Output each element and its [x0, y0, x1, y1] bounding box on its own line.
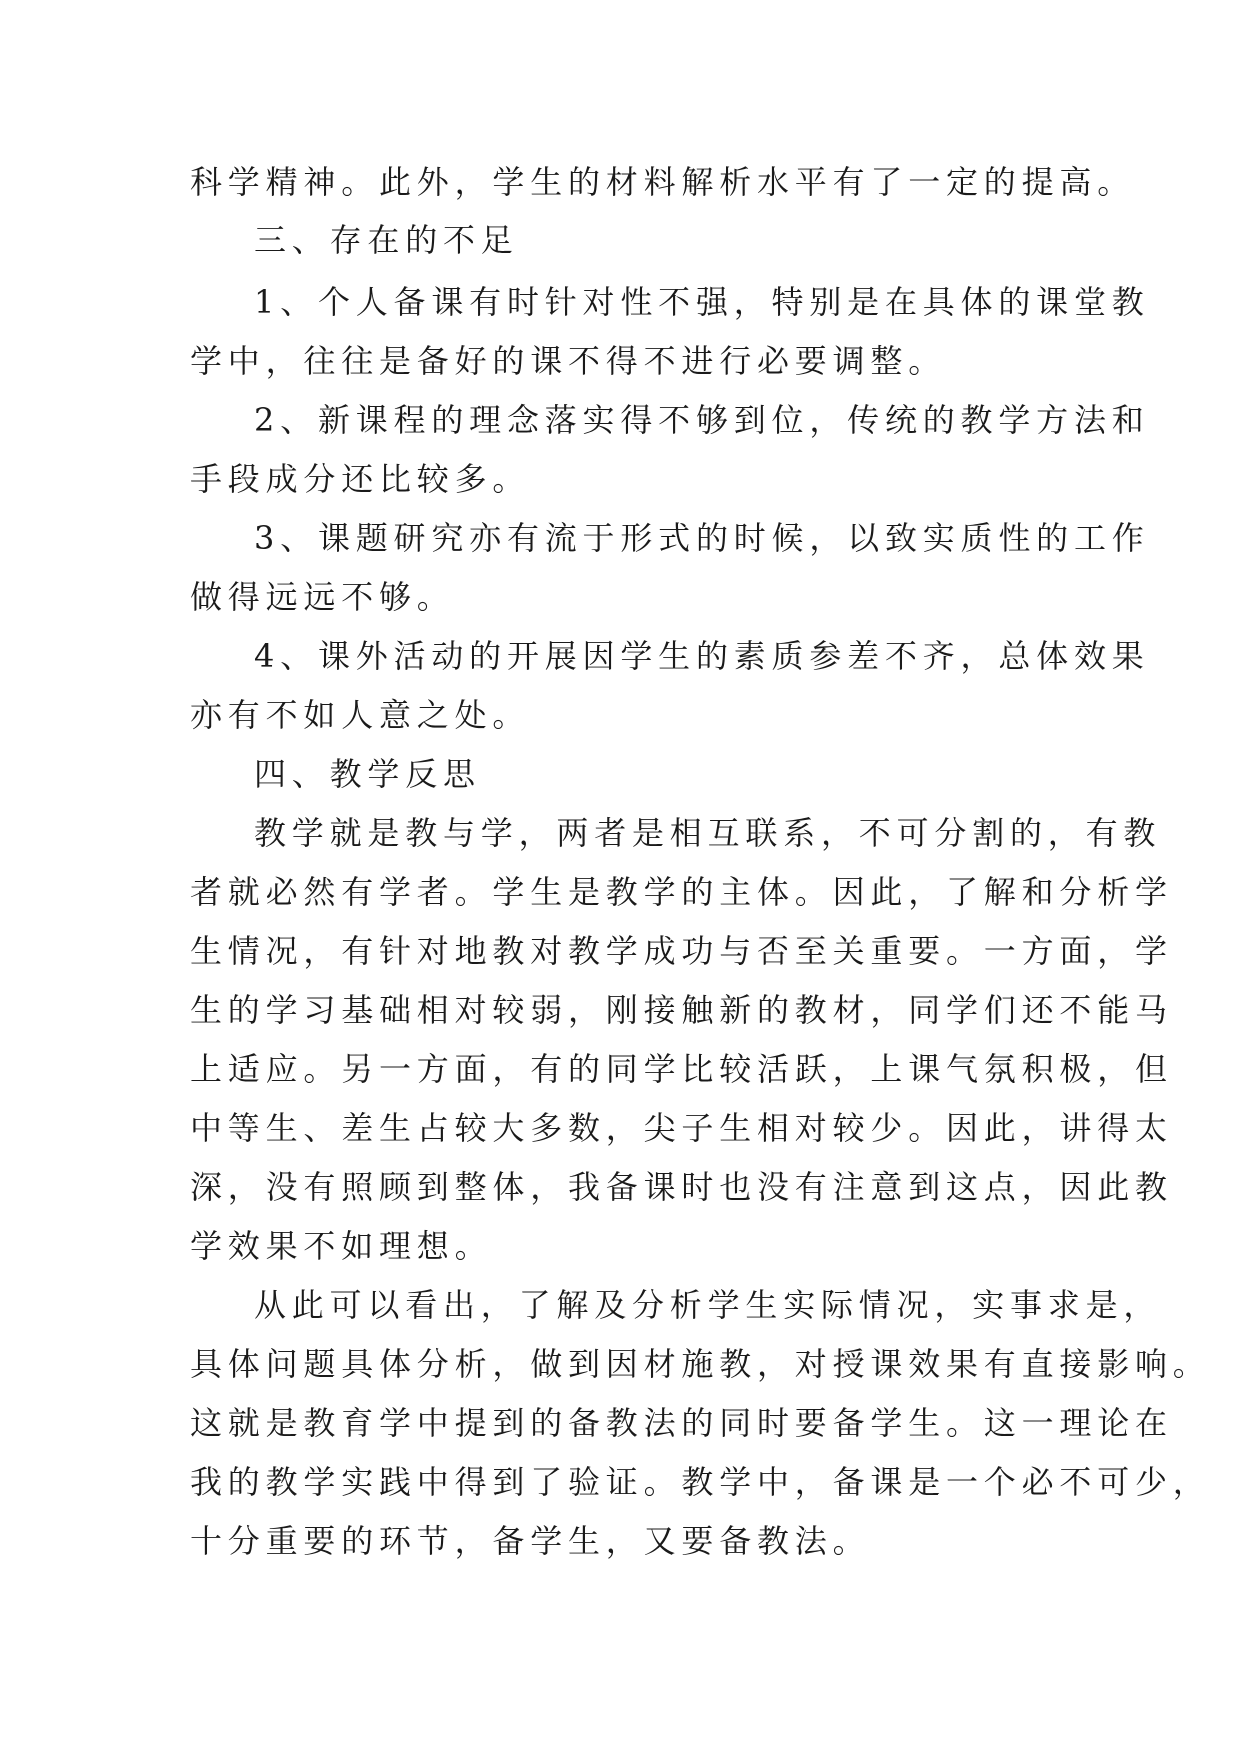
body-line-5: 2、新课程的理念落实得不够到位，传统的教学方法和 — [254, 401, 1150, 439]
body-line-20: 从此可以看出，了解及分析学生实际情况，实事求是， — [254, 1286, 1162, 1324]
section-heading-reflection: 四、教学反思 — [254, 755, 481, 793]
body-line-22: 这就是教育学中提到的备教法的同时要备学生。这一理论在 — [190, 1404, 1173, 1442]
body-line-12: 教学就是教与学，两者是相互联系，不可分割的，有教 — [254, 814, 1162, 852]
body-line-21: 具体问题具体分析，做到因材施教，对授课效果有直接影响。 — [190, 1345, 1211, 1383]
body-line-17: 中等生、差生占较大多数，尖子生相对较少。因此，讲得太 — [190, 1109, 1173, 1147]
body-line-8: 做得远远不够。 — [190, 578, 455, 616]
body-line-19: 学效果不如理想。 — [190, 1227, 493, 1265]
body-line-13: 者就必然有学者。学生是教学的主体。因此，了解和分析学 — [190, 873, 1173, 911]
body-line-15: 生的学习基础相对较弱，刚接触新的教材，同学们还不能马 — [190, 991, 1173, 1029]
body-line-4: 学中，往往是备好的课不得不进行必要调整。 — [190, 342, 947, 380]
body-line-9: 4、课外活动的开展因学生的素质参差不齐，总体效果 — [254, 637, 1150, 675]
body-line-6: 手段成分还比较多。 — [190, 460, 531, 498]
body-line-14: 生情况，有针对地教对教学成功与否至关重要。一方面，学 — [190, 932, 1173, 970]
body-line-7: 3、课题研究亦有流于形式的时候，以致实质性的工作 — [254, 519, 1150, 557]
body-line-3: 1、个人备课有时针对性不强，特别是在具体的课堂教 — [254, 283, 1150, 321]
body-line-1: 科学精神。此外，学生的材料解析水平有了一定的提高。 — [190, 163, 1136, 201]
body-line-16: 上适应。另一方面，有的同学比较活跃，上课气氛积极，但 — [190, 1050, 1173, 1088]
body-line-24: 十分重要的环节，备学生，又要备教法。 — [190, 1522, 871, 1560]
body-line-18: 深，没有照顾到整体，我备课时也没有注意到这点，因此教 — [190, 1168, 1173, 1206]
body-line-23: 我的教学实践中得到了验证。教学中，备课是一个必不可少， — [190, 1463, 1211, 1501]
body-line-10: 亦有不如人意之处。 — [190, 696, 531, 734]
section-heading-shortcomings: 三、存在的不足 — [254, 221, 519, 259]
